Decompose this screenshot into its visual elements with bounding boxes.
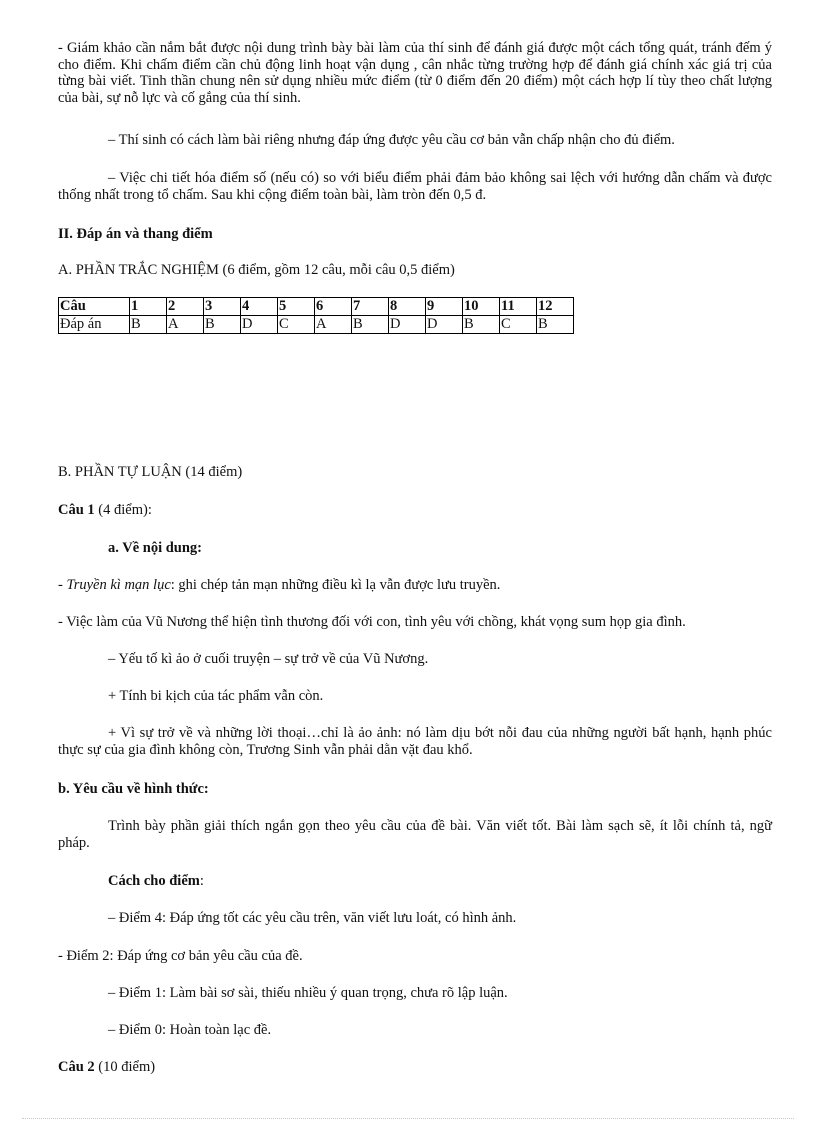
work-title: Truyền kì mạn lục	[66, 577, 171, 593]
question-number-cell: 3	[204, 298, 241, 316]
score-1-line: – Điểm 1: Làm bài sơ sài, thiếu nhiều ý quan trọng, chưa rõ lập luận.	[108, 985, 508, 1001]
content-heading: a. Về nội dung:	[108, 540, 203, 556]
score-4-line: – Điểm 4: Đáp ứng tốt các yêu cầu trên, văn viết lưu loát, có hình ảnh.	[108, 910, 517, 926]
answer-key-table	[58, 297, 574, 334]
question-number-cell: 4	[241, 298, 278, 316]
answer-cell: A	[315, 316, 352, 334]
part-a-title: A. PHẦN TRẮC NGHIỆM	[58, 262, 219, 278]
part-a-heading	[58, 262, 772, 279]
section-2-heading: II. Đáp án và thang điểm	[58, 226, 213, 242]
answer-table-answer-row	[59, 316, 574, 334]
question-number-cell: 2	[167, 298, 204, 316]
answer-table-question-row	[59, 298, 574, 316]
question-number-cell: 7	[352, 298, 389, 316]
answer-cell: B	[130, 316, 167, 334]
question-2-title: Câu 2	[58, 1059, 95, 1075]
answer-cell: C	[278, 316, 315, 334]
question-number-cell: 9	[426, 298, 463, 316]
question-1-note: (4 điểm):	[94, 502, 152, 518]
part-a-note: (6 điểm, gồm 12 câu, mỗi câu 0,5 điểm)	[218, 262, 455, 278]
form-text: Trình bày phần giải thích ngắn gọn theo yêu cầu của đề bài. Văn viết tốt. Bài làm sạch sẽ, ít lỗi chính tả, ngữ pháp.	[58, 818, 772, 851]
content-line-4: + Tính bi kịch của tác phẩm vẫn còn.	[108, 688, 324, 704]
part-b-title: B. PHẦN TỰ LUẬN	[58, 464, 182, 480]
answer-cell: B	[463, 316, 500, 334]
answer-cell: B	[352, 316, 389, 334]
answer-cell: B	[537, 316, 574, 334]
answer-cell: B	[204, 316, 241, 334]
intro-paragraph-3: – Việc chi tiết hóa điểm số (nếu có) so với biểu điểm phải đảm bảo không sai lệch với hướng dẫn chấm và được thống nhất trong tổ chấm. Sau khi cộng điểm toàn bài, làm tròn đến 0,5 đ.	[58, 170, 772, 203]
question-number-cell: 5	[278, 298, 315, 316]
content-line-3: – Yếu tố kì ảo ở cuối truyện – sự trở về của Vũ Nương.	[108, 651, 429, 667]
question-1-heading	[58, 502, 772, 519]
question-number-cell: 8	[389, 298, 426, 316]
content-line-1: - Truyền kì mạn lục: ghi chép tản mạn những điều kì lạ vẫn được lưu truyền.	[58, 577, 501, 593]
answer-cell: A	[167, 316, 204, 334]
question-number-cell: 11	[500, 298, 537, 316]
question-number-cell: 1	[130, 298, 167, 316]
question-number-cell: 12	[537, 298, 574, 316]
question-number-cell: 6	[315, 298, 352, 316]
question-2-heading	[58, 1059, 772, 1076]
answer-cell: D	[389, 316, 426, 334]
question-2-note: (10 điểm)	[94, 1059, 156, 1075]
content-line-5: + Vì sự trở về và những lời thoại…chỉ là ảo ảnh: nó làm dịu bớt nỗi đau của những người bất hạnh, hạnh phúc thực sự của gia đình không còn, Trương Sinh vẫn phải dằn vặt đau khổ.	[58, 725, 772, 758]
page-footer-dotted-rule	[22, 1118, 794, 1119]
answer-row-label: Đáp án	[59, 316, 130, 334]
intro-paragraph-1: - Giám khảo cần nắm bắt được nội dung trình bày bài làm của thí sinh để đánh giá được một cách tổng quát, tránh đếm ý cho điểm. Khi chấm điểm cần chủ động linh hoạt vận dụng , cân nhắc từng trường hợp để đánh giá chính xác giá trị của từng bài viết. Tinh thần chung nên sử dụng nhiều mức điểm (từ 0 điểm đến 20 điểm) một cách hợp lí tùy theo chất lượng của bài, sự nỗ lực và cố gắng của thí sinh.	[58, 40, 772, 106]
question-row-label: Câu	[59, 298, 130, 316]
form-heading: b. Yêu cầu về hình thức:	[58, 781, 209, 797]
answer-cell: C	[500, 316, 537, 334]
part-b-heading	[58, 464, 772, 481]
answer-cell: D	[426, 316, 463, 334]
part-b-note: (14 điểm)	[181, 464, 243, 480]
scoring-heading: Cách cho điểm:	[108, 873, 204, 889]
score-0-line: – Điểm 0: Hoàn toàn lạc đề.	[108, 1022, 272, 1038]
question-1-title: Câu 1	[58, 502, 95, 518]
intro-paragraph-2: – Thí sinh có cách làm bài riêng nhưng đáp ứng được yêu cầu cơ bản vẫn chấp nhận cho đủ điểm.	[108, 132, 675, 148]
question-number-cell: 10	[463, 298, 500, 316]
score-2-line: - Điểm 2: Đáp ứng cơ bản yêu cầu của đề.	[58, 948, 303, 964]
answer-cell: D	[241, 316, 278, 334]
content-line-2: - Việc làm của Vũ Nương thể hiện tình thương đối với con, tình yêu với chồng, khát vọng sum họp gia đình.	[58, 614, 686, 630]
